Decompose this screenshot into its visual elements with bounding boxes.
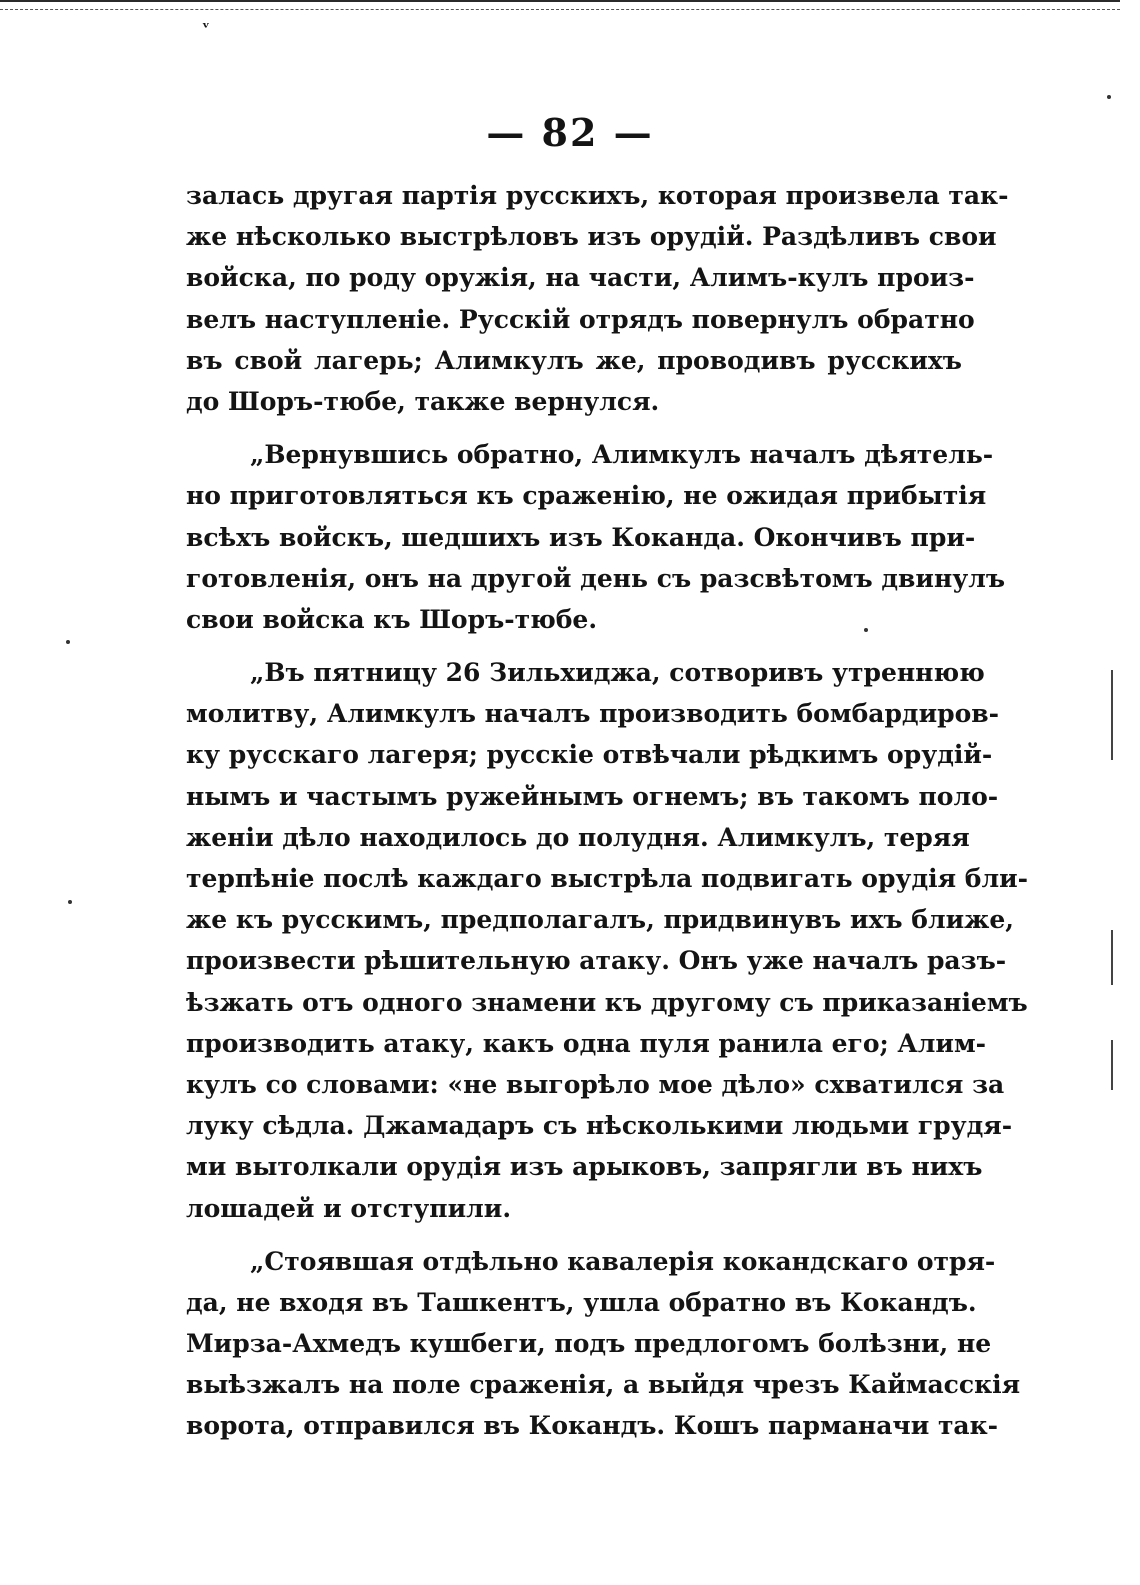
text-line: Мирза-Ахмедъ кушбеги, подъ предлогомъ болѣзни, не <box>186 1329 992 1359</box>
text-line: ми вытолкали орудія изъ арыковъ, запрягли въ нихъ <box>186 1152 983 1182</box>
text-line: всѣхъ войскъ, шедшихъ изъ Коканда. Окончивъ при- <box>186 522 976 552</box>
margin-scan-mark <box>1111 670 1113 760</box>
paragraph <box>186 1241 1021 1447</box>
text-line: ворота, отправился въ Кокандъ. Кошъ парманачи так- <box>186 1411 999 1441</box>
text-line: кулъ со словами: «не выгорѣло мое дѣло» схватился за <box>186 1069 1005 1099</box>
margin-scan-mark <box>1111 1040 1113 1090</box>
text-line: войска, по роду оружія, на части, Алимъ-кулъ произ- <box>186 263 975 293</box>
body-text <box>186 175 1028 1459</box>
text-line: ѣзжать отъ одного знамени къ другому съ приказаніемъ <box>186 987 1028 1017</box>
text-line: женіи дѣло находилось до полудня. Алимкулъ, теряя <box>186 822 970 852</box>
text-line: „Въ пятницу 26 Зильхиджа, сотворивъ утреннюю <box>250 658 985 688</box>
paragraph <box>186 434 1006 640</box>
scan-speck <box>66 640 70 644</box>
text-line: готовленія, онъ на другой день съ разсвѣтомъ двинулъ <box>186 563 1006 593</box>
text-line: произвести рѣшительную атаку. Онъ уже началъ разъ- <box>186 946 1007 976</box>
corner-mark: ᵛ <box>202 18 210 37</box>
text-line: „Вернувшись обратно, Алимкулъ началъ дѣятель- <box>250 440 994 470</box>
paragraph <box>186 175 1009 422</box>
text-line: да, не входя въ Ташкентъ, ушла обратно въ Кокандъ. <box>186 1287 977 1317</box>
scan-speck <box>1107 95 1111 99</box>
paragraph <box>186 652 1028 1229</box>
text-line: въ свой лагерь; Алимкулъ же, проводивъ русскихъ <box>186 345 962 375</box>
text-line: нымъ и частымъ ружейнымъ огнемъ; въ такомъ поло- <box>186 781 999 811</box>
text-line: же нѣсколько выстрѣловъ изъ орудій. Раздѣливъ свои <box>186 222 997 252</box>
text-line: терпѣніе послѣ каждаго выстрѣла подвигать орудія бли- <box>186 864 1028 893</box>
text-line: „Стоявшая отдѣльно кавалерія кокандскаго отря- <box>250 1246 996 1276</box>
text-line: лошадей и отступили. <box>186 1193 512 1223</box>
scan-speck <box>68 900 72 904</box>
page-number: — 82 — <box>486 110 654 155</box>
text-line: луку сѣдла. Джамадаръ съ нѣсколькими людьми грудя- <box>186 1111 1013 1141</box>
text-line: выѣзжалъ на поле сраженія, а выйдя чрезъ Каймасскія <box>186 1370 1021 1400</box>
text-line: залась другая партія русскихъ, которая произвела так- <box>186 181 1009 210</box>
margin-scan-mark <box>1111 930 1113 985</box>
text-line: велъ наступленіе. Русскій отрядъ повернулъ обратно <box>186 304 975 334</box>
text-line: но приготовляться къ сраженію, не ожидая прибытія <box>186 481 987 511</box>
text-line: до Шоръ-тюбе, также вернулся. <box>186 386 660 416</box>
text-line: ку русскаго лагеря; русскіе отвѣчали рѣдкимъ орудій- <box>186 740 993 770</box>
text-line: свои войска къ Шоръ-тюбе. <box>186 604 598 634</box>
text-line: же къ русскимъ, предполагалъ, придвинувъ ихъ ближе, <box>186 905 1014 935</box>
text-line: молитву, Алимкулъ началъ производить бомбардиров- <box>186 699 1000 729</box>
top-border-rule <box>0 0 1120 10</box>
text-line: производить атаку, какъ одна пуля ранила его; Алим- <box>186 1028 987 1058</box>
